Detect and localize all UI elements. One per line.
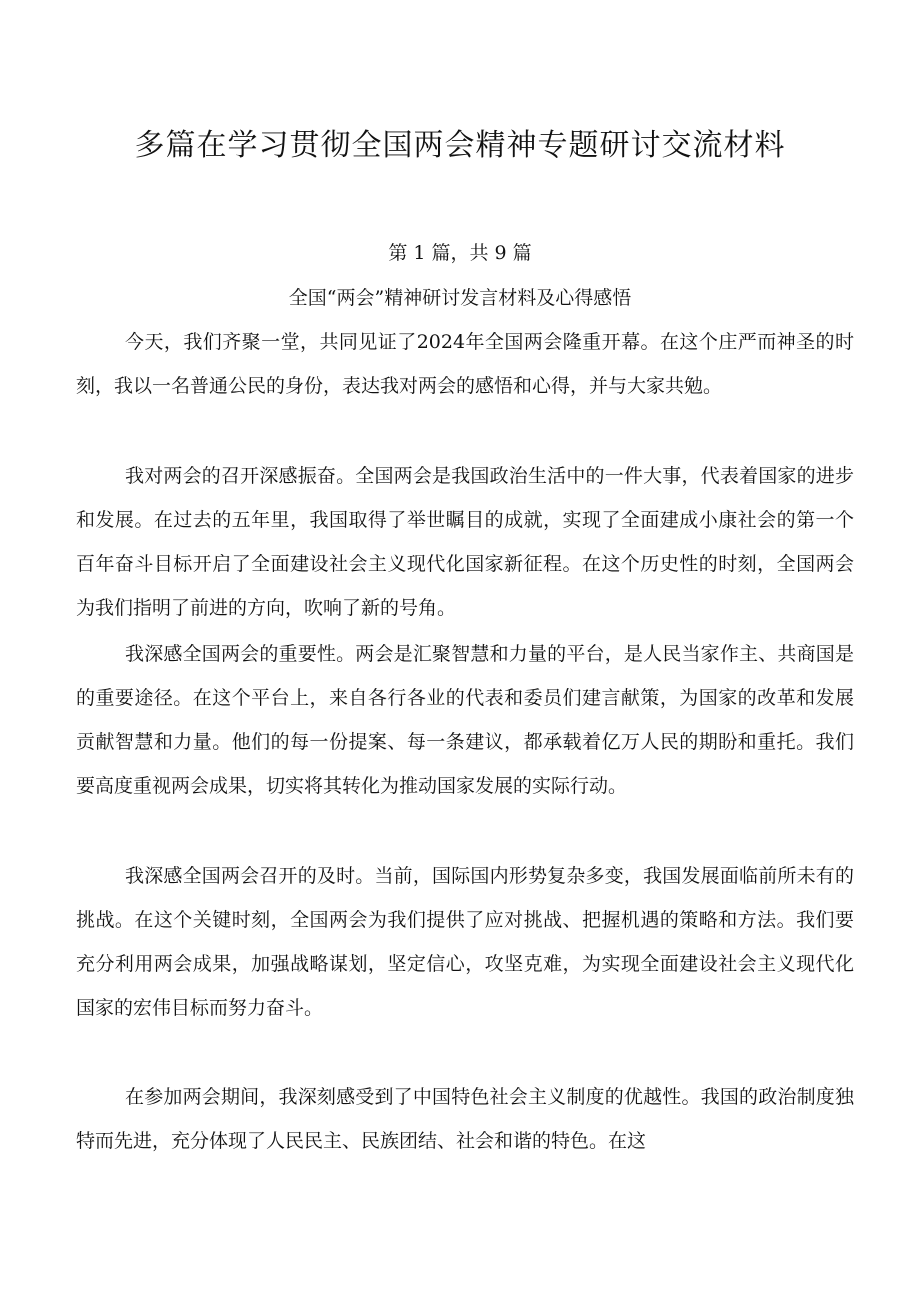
document-title: 多篇在学习贯彻全国两会精神专题研讨交流材料	[134, 128, 786, 163]
section-subtitle: 全国“两会”精神研讨发言材料及心得感悟	[288, 287, 632, 309]
part-label: 第 1 篇，共 9 篇	[388, 242, 532, 264]
paragraph-2: 我对两会的召开深感振奋。全国两会是我国政治生活中的一件大事，代表着国家的进步和发展。在过去的五年里，我国取得了举世瞩目的成就，实现了全面建成小康社会的第一个百年奋斗目标开启了全面建设社会主义现代化国家新征程。在这个历史性的时刻，全国两会为我们指明了前进的方向，吹响了新的号角。	[76, 465, 854, 619]
paragraph-4: 我深感全国两会召开的及时。当前，国际国内形势复杂多变，我国发展面临前所未有的挑战。在这个关键时刻，全国两会为我们提供了应对挑战、把握机遇的策略和方法。我们要充分利用两会成果，加强战略谋划，坚定信心，攻坚克难，为实现全面建设社会主义现代化国家的宏伟目标而努力奋斗。	[76, 865, 854, 1019]
paragraph-5: 在参加两会期间，我深刻感受到了中国特色社会主义制度的优越性。我国的政治制度独特而先进，充分体现了人民民主、民族团结、社会和谐的特色。在这	[76, 1086, 854, 1152]
paragraph-1: 今天，我们齐聚一堂，共同见证了2024年全国两会隆重开幕。在这个庄严而神圣的时刻，我以一名普通公民的身份，表达我对两会的感悟和心得，并与大家共勉。	[76, 331, 854, 397]
paragraph-3: 我深感全国两会的重要性。两会是汇聚智慧和力量的平台，是人民当家作主、共商国是的重要途径。在这个平台上，来自各行各业的代表和委员们建言献策，为国家的改革和发展贡献智慧和力量。他们的每一份提案、每一条建议，都承载着亿万人民的期盼和重托。我们要高度重视两会成果，切实将其转化为推动国家发展的实际行动。	[76, 643, 854, 797]
